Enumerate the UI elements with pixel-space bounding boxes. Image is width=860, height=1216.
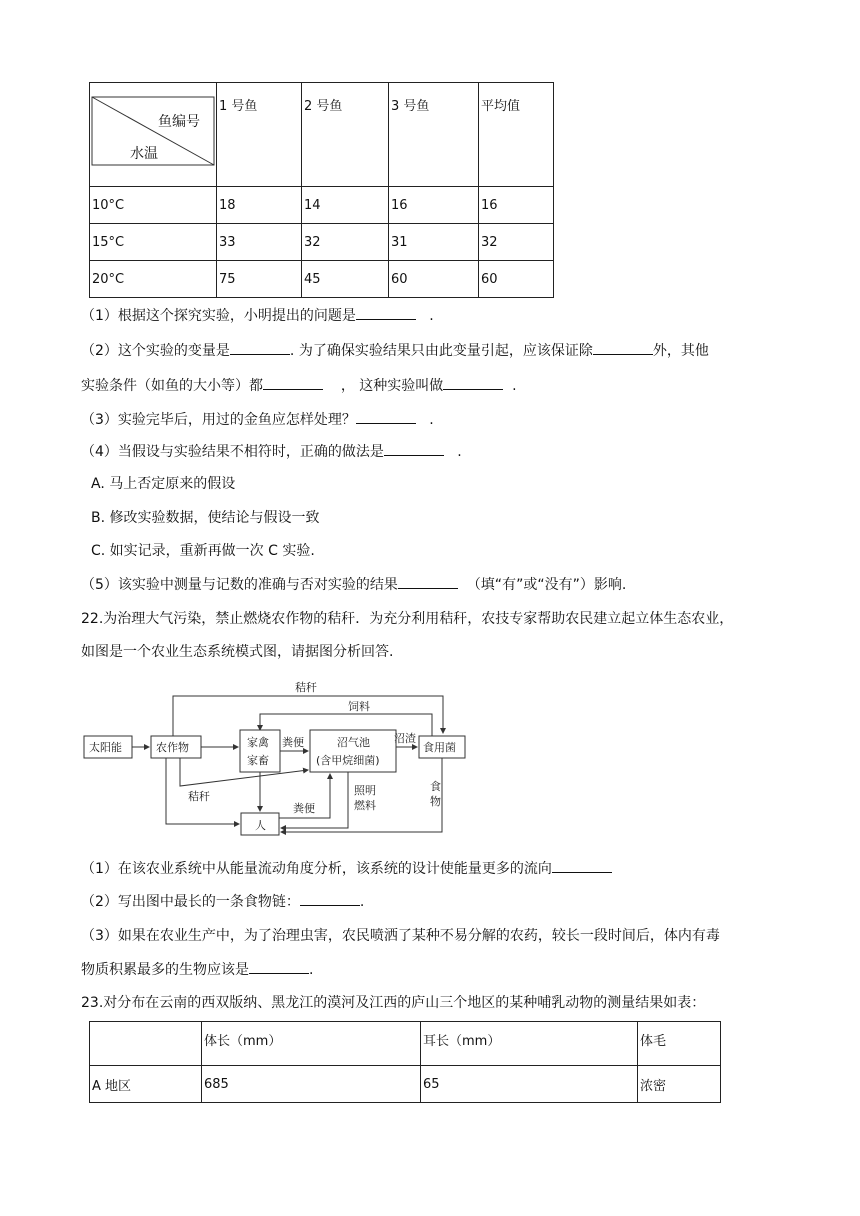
ecosystem-diagram bbox=[80, 678, 480, 843]
answer-blank[interactable] bbox=[249, 959, 309, 974]
mammal-table bbox=[89, 1021, 721, 1103]
table-cell: 45 bbox=[302, 261, 389, 298]
table-cell: 685 bbox=[202, 1066, 421, 1103]
answer-blank[interactable] bbox=[300, 891, 360, 906]
label-livestock: 家畜 bbox=[247, 754, 269, 767]
corner-diagonal bbox=[90, 83, 216, 186]
label-human: 人 bbox=[255, 819, 266, 832]
label-sun: 太阳能 bbox=[89, 741, 122, 754]
option-c[interactable]: C. 如实记录，重新再做一次 C 实验. bbox=[91, 543, 315, 559]
answer-blank[interactable] bbox=[356, 409, 416, 424]
header-cell: 平均值 bbox=[479, 83, 554, 187]
q22-stem-1: 22.为治理大气污染，禁止燃烧农作物的秸秆．为充分利用秸秆，农技专家帮助农民建立起立体生态农业， bbox=[81, 611, 734, 627]
table-cell: 15°C bbox=[90, 224, 217, 261]
label-straw-top: 秸秆 bbox=[295, 681, 317, 694]
corner-top-label: 鱼编号 bbox=[158, 114, 200, 130]
q21-line-4: （3）实验完毕后，用过的金鱼应怎样处理？ . bbox=[81, 409, 434, 430]
q21-line-6: （5）该实验中测量与记数的准确与否对实验的结果 （填“有”或“没有”）影响. bbox=[81, 574, 626, 595]
header-cell: 3 号鱼 bbox=[389, 83, 479, 187]
corner-cell bbox=[90, 83, 217, 187]
table-cell: 60 bbox=[479, 261, 554, 298]
table-cell: 14 bbox=[302, 187, 389, 224]
label-manure: 粪便 bbox=[282, 736, 304, 749]
header-cell: 耳长（mm） bbox=[421, 1022, 638, 1066]
answer-blank[interactable] bbox=[398, 574, 458, 589]
table-cell: A 地区 bbox=[90, 1066, 202, 1103]
header-cell: 体毛 bbox=[638, 1022, 721, 1066]
table-cell: 16 bbox=[479, 187, 554, 224]
answer-blank[interactable] bbox=[443, 375, 503, 390]
label-manure-2: 粪便 bbox=[293, 802, 315, 815]
q23-stem: 23.对分布在云南的西双版纳、黑龙江的漠河及江西的庐山三个地区的某种哺乳动物的测量结果如表： bbox=[81, 995, 706, 1011]
header-cell: 2 号鱼 bbox=[302, 83, 389, 187]
table-cell: 65 bbox=[421, 1066, 638, 1103]
table-row bbox=[90, 1066, 721, 1103]
option-a[interactable]: A. 马上否定原来的假设 bbox=[91, 476, 236, 492]
q21-line-1: （1）根据这个探究实验，小明提出的问题是 . bbox=[81, 305, 434, 326]
table-row bbox=[90, 187, 554, 224]
table-cell: 20°C bbox=[90, 261, 217, 298]
label-residue: 沼渣 bbox=[394, 732, 416, 745]
table-cell: 浓密 bbox=[638, 1066, 721, 1103]
fish-table bbox=[89, 82, 554, 298]
table-cell: 31 bbox=[389, 224, 479, 261]
table-cell: 75 bbox=[217, 261, 302, 298]
label-food-1: 食 bbox=[430, 780, 441, 793]
answer-blank[interactable] bbox=[263, 375, 323, 390]
answer-blank[interactable] bbox=[230, 340, 290, 355]
label-biogas-sub: (含甲烷细菌) bbox=[316, 754, 380, 767]
q22-sub-2: （2）写出图中最长的一条食物链： . bbox=[81, 891, 364, 912]
table-row bbox=[90, 261, 554, 298]
label-straw-left: 秸秆 bbox=[188, 790, 210, 803]
answer-blank[interactable] bbox=[384, 441, 444, 456]
q22-stem-2: 如图是一个农业生态系统模式图，请据图分析回答. bbox=[81, 644, 394, 660]
answer-blank[interactable] bbox=[552, 858, 612, 873]
table-cell: 33 bbox=[217, 224, 302, 261]
table-cell: 10°C bbox=[90, 187, 217, 224]
label-poultry: 家禽 bbox=[247, 736, 269, 749]
q21-line-5: （4）当假设与实验结果不相符时，正确的做法是 . bbox=[81, 441, 462, 462]
q22-sub-1: （1）在该农业系统中从能量流动角度分析，该系统的设计使能量更多的流向 bbox=[81, 858, 612, 879]
header-cell: 体长（mm） bbox=[202, 1022, 421, 1066]
option-b[interactable]: B. 修改实验数据，使结论与假设一致 bbox=[91, 510, 320, 526]
table-cell: 32 bbox=[479, 224, 554, 261]
q21-line-3: 实验条件（如鱼的大小等）都 ， 这种实验叫做 . bbox=[81, 375, 517, 396]
q22-sub-3a: （3）如果在农业生产中，为了治理虫害，农民喷洒了某种不易分解的农药，较长一段时间后，体内有毒 bbox=[81, 928, 720, 944]
label-crop: 农作物 bbox=[156, 741, 189, 754]
label-food-2: 物 bbox=[430, 795, 441, 808]
table-header-row bbox=[90, 1022, 721, 1066]
header-cell bbox=[90, 1022, 202, 1066]
label-feed: 饲料 bbox=[348, 700, 370, 713]
label-biogas: 沼气池 bbox=[337, 736, 370, 749]
label-light: 照明 bbox=[354, 784, 376, 797]
q22-sub-3b: 物质积累最多的生物应该是 . bbox=[81, 959, 313, 980]
label-mushroom: 食用菌 bbox=[423, 741, 456, 754]
label-fuel: 燃料 bbox=[354, 799, 376, 812]
corner-bottom-label: 水温 bbox=[130, 146, 158, 162]
q21-line-2: （2）这个实验的变量是 . 为了确保实验结果只由此变量引起，应该保证除 外，其他 bbox=[81, 340, 709, 361]
answer-blank[interactable] bbox=[356, 305, 416, 320]
header-cell: 1 号鱼 bbox=[217, 83, 302, 187]
table-cell: 16 bbox=[389, 187, 479, 224]
table-row bbox=[90, 224, 554, 261]
table-cell: 18 bbox=[217, 187, 302, 224]
answer-blank[interactable] bbox=[593, 340, 653, 355]
table-cell: 60 bbox=[389, 261, 479, 298]
table-cell: 32 bbox=[302, 224, 389, 261]
